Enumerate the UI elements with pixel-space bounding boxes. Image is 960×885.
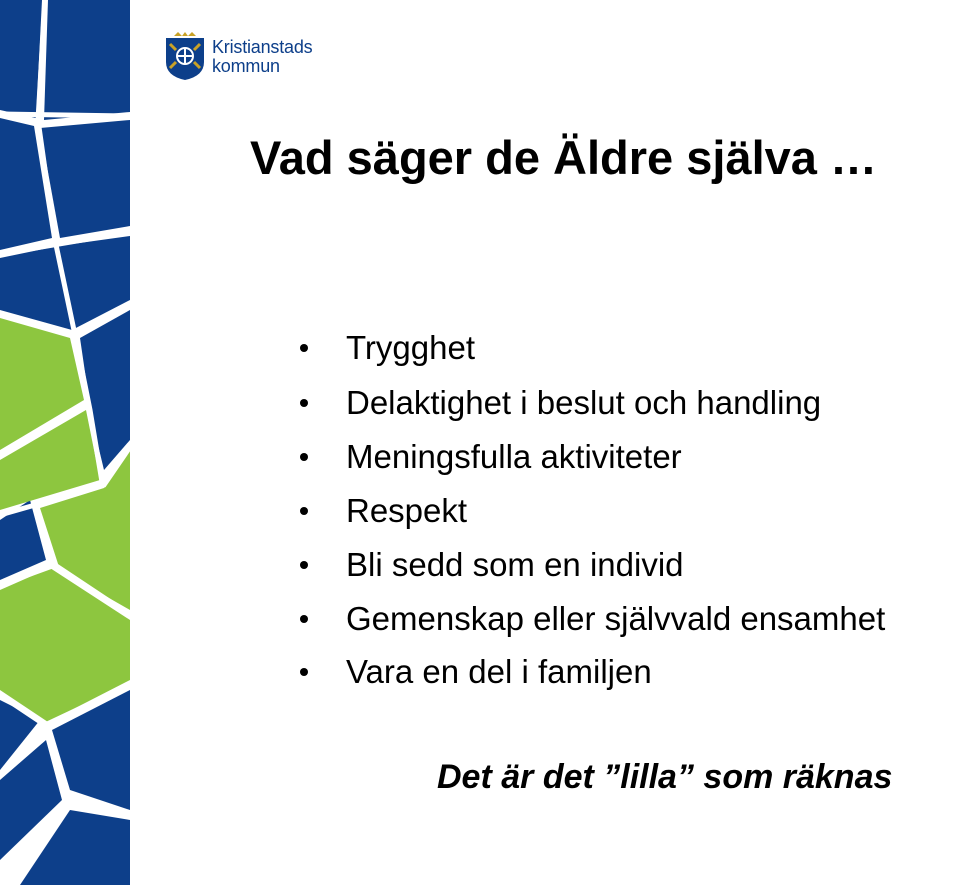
bullet-text: Vara en del i familjen — [346, 653, 652, 690]
bullet-dot-icon — [300, 453, 308, 461]
logo-line-2: kommun — [212, 56, 280, 76]
bullet-text: Respekt — [346, 492, 468, 529]
side-mosaic-decoration — [0, 0, 140, 885]
bullet-dot-icon — [300, 507, 308, 515]
kristianstads-kommun-logo — [164, 32, 312, 82]
logo-line-1: Kristianstads — [212, 37, 313, 57]
footer-quote: Det är det ”lilla” som räknas — [437, 758, 893, 796]
bullet-text: Bli sedd som en individ — [346, 546, 684, 583]
coat-of-arms-icon — [164, 32, 206, 82]
bullet-text: Trygghet — [346, 329, 476, 366]
bullet-dot-icon — [300, 399, 308, 407]
bullet-text: Meningsfulla aktiviteter — [346, 438, 682, 475]
bullet-text: Gemenskap eller självvald ensamhet — [346, 600, 886, 637]
slide-title: Vad säger de Äldre själva … — [250, 131, 877, 184]
bullet-text: Delaktighet i beslut och handling — [346, 384, 822, 421]
bullet-dot-icon — [300, 561, 308, 569]
bullet-dot-icon — [300, 668, 308, 676]
bullet-dot-icon — [300, 615, 308, 623]
bullet-dot-icon — [300, 344, 308, 352]
